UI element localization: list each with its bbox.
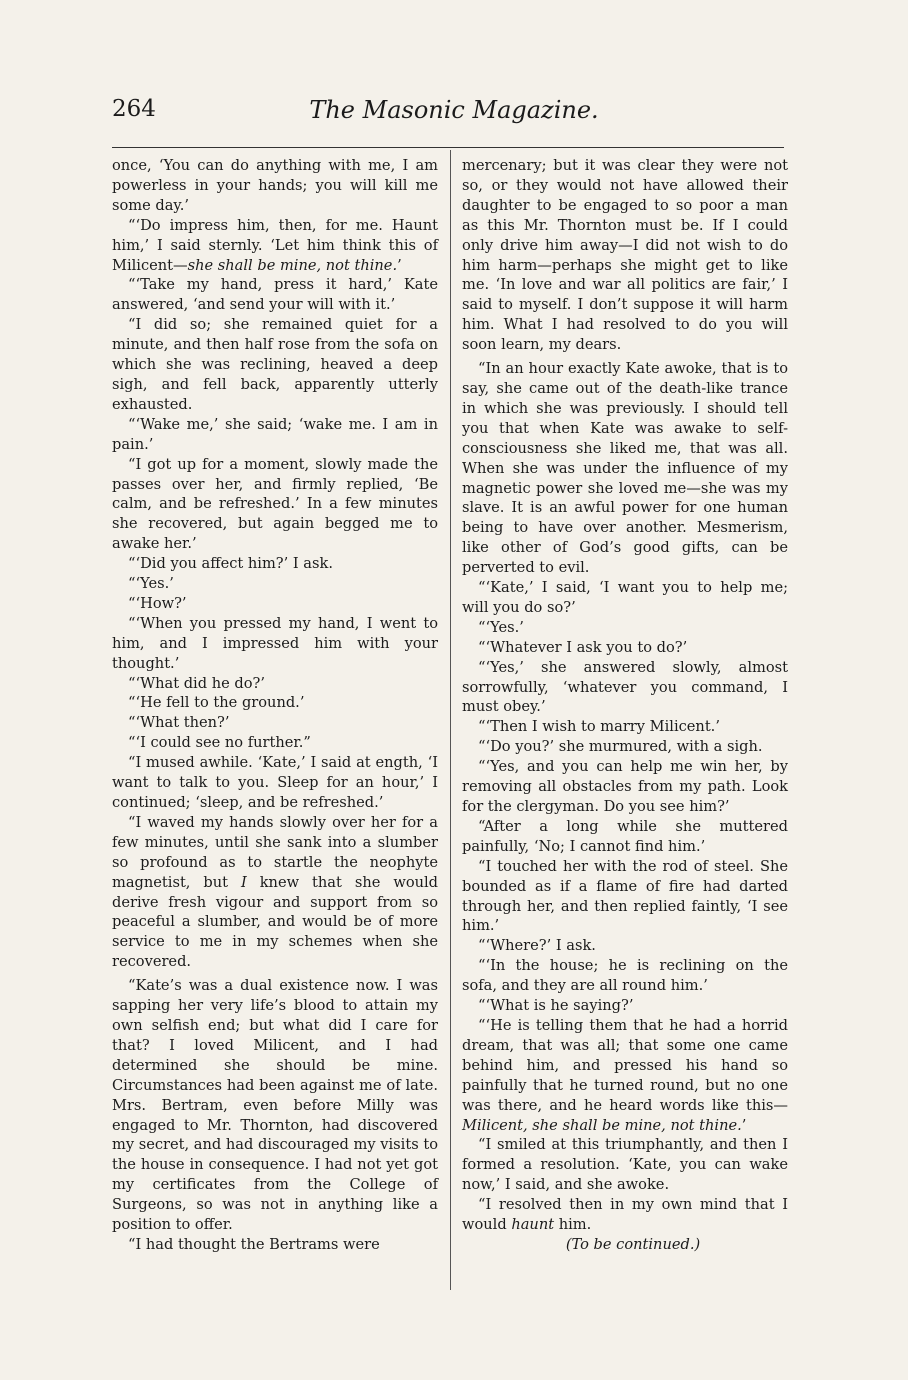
paragraph: “‘What then?’ bbox=[128, 714, 230, 732]
paragraph: “‘Yes, and you can help me win her, by removing all obstacles from my path. Look for the clergyman. Do you see him?’ bbox=[462, 758, 788, 815]
paragraph: “I waved my hands slowly over her for a few minutes, until she sank into a slumber so profound as to startle the neophyte magnetist, but I knew that she would derive fresh vigour and support from so peaceful a slumber, and would be of more service to me in my schemes when she recovered. bbox=[112, 813, 439, 971]
paragraph: “‘How?’ bbox=[128, 594, 187, 612]
column-divider bbox=[450, 150, 451, 1290]
paragraph: “‘Then I wish to marry Milicent.’ bbox=[478, 718, 720, 736]
paragraph: “I smiled at this triumphantly, and then I formed a resolution. ‘Kate, you can wake now,’ I said, and she awoke. bbox=[462, 1136, 788, 1194]
paragraph: once, ‘You can do anything with me, I am powerless in your hands; you will kill me some day.’ bbox=[112, 157, 438, 214]
right-column bbox=[462, 156, 788, 1255]
paragraph: “‘What did he do?’ bbox=[128, 674, 265, 692]
paragraph: “‘When you pressed my hand, I went to him, and I impressed him with your thought.’ bbox=[112, 614, 438, 672]
paragraph: “I did so; she remained quiet for a minute, and then half rose from the sofa on which she was reclining, heaved a deep sigh, and fell back, apparently utterly exhausted. bbox=[112, 316, 438, 413]
continued-note: (To be continued.) bbox=[565, 1235, 701, 1253]
paragraph: mercenary; but it was clear they were not so, or they would not have allowed their daughter to be engaged to so poor a man as this Mr. Thornton must be. If I could only drive him away—I did not wish to do him harm—perhaps she might get to like me. ‘In love and war all politics are fair,’ I said to myself. I don’t suppose it will harm him. What I had resolved to do you will soon learn, my dears. bbox=[462, 157, 788, 354]
paragraph: “Kate’s was a dual existence now. I was sapping her very life’s blood to attain my own selfish end; but what did I care for that? I loved Milicent, and I had determined she should be mine. Circumstances had been against me of late. Mrs. Bertram, even before Milly was engaged to Mr. Thornton, had discovered my secret, and had discouraged my visits to the house in consequence. I had not yet got my certificates from the College of Surgeons, so was not in anything like a position to offer. bbox=[112, 977, 438, 1234]
paragraph: “‘What is he saying?’ bbox=[478, 997, 634, 1015]
paragraph: “‘Did you affect him?’ I ask. bbox=[128, 555, 333, 573]
paragraph: “I resolved then in my own mind that I would haunt him. bbox=[462, 1196, 788, 1234]
paragraph: “‘I could see no further.” bbox=[128, 734, 311, 752]
paragraph: “I got up for a moment, slowly made the passes over her, and firmly replied, ‘Be calm, and be refreshed.’ In a few minutes she recovered, but again begged me to awake her.’ bbox=[112, 455, 438, 553]
paragraph: “‘Yes.’ bbox=[128, 575, 174, 593]
paragraph: “‘He fell to the ground.’ bbox=[128, 694, 305, 712]
paragraph: “‘Yes.’ bbox=[478, 618, 524, 636]
paragraph: “I mused awhile. ‘Kate,’ I said at ength, ‘I want to talk to you. Sleep for an hour,’ I continued; ‘sleep, and be refreshed.’ bbox=[112, 754, 438, 811]
paragraph: “‘He is telling them that he had a horrid dream, that was all; that some one came behind him, and pressed his hand so painfully that he turned round, but no one was there, and he heard words like this—Milicent, she shall be mine, not thine.’ bbox=[462, 1016, 788, 1134]
paragraph: “‘Whatever I ask you to do?’ bbox=[478, 638, 688, 656]
paragraph: “‘Wake me,’ she said; ‘wake me. I am in pain.’ bbox=[112, 415, 438, 453]
paragraph: “‘In the house; he is reclining on the sofa, and they are all round him.’ bbox=[462, 957, 788, 995]
header-rule bbox=[112, 147, 784, 148]
paragraph: “In an hour exactly Kate awoke, that is to say, she came out of the death-like trance in which she was previously. I should tell you that when Kate was awake to self-consciousness she liked me, that was all. When she was under the influence of my magnetic power she loved me—she was my slave. It is an awful power for one human being to have over another. Mesmerism, like other of God’s good gifts, can be perverted to evil. bbox=[462, 360, 788, 577]
paragraph: “‘Where?’ I ask. bbox=[478, 937, 596, 955]
paragraph: “‘Take my hand, press it hard,’ Kate answered, ‘and send your will with it.’ bbox=[112, 276, 438, 314]
paragraph: “‘Yes,’ she answered slowly, almost sorrowfully, ‘whatever you command, I must obey.’ bbox=[462, 658, 788, 716]
running-title: The Masonic Magazine. bbox=[309, 96, 599, 124]
page-header bbox=[112, 96, 796, 130]
paragraph: “I had thought the Bertrams were bbox=[128, 1235, 380, 1253]
paragraph: “After a long while she muttered painfully, ‘No; I cannot find him.’ bbox=[462, 817, 788, 855]
left-column bbox=[112, 156, 438, 1255]
paragraph: “‘Do impress him, then, for me. Haunt him,’ I said sternly. ‘Let him think this of Milicent—she shall be mine, not thine.’ bbox=[112, 216, 438, 274]
paragraph: “‘Kate,’ I said, ‘I want you to help me; will you do so?’ bbox=[462, 579, 788, 616]
paragraph: “I touched her with the rod of steel. She bounded as if a flame of fire had darted through her, and then replied faintly, ‘I see him.’ bbox=[462, 857, 788, 935]
page-number: 264 bbox=[112, 96, 156, 122]
paragraph: “‘Do you?’ she murmured, with a sigh. bbox=[478, 738, 763, 756]
